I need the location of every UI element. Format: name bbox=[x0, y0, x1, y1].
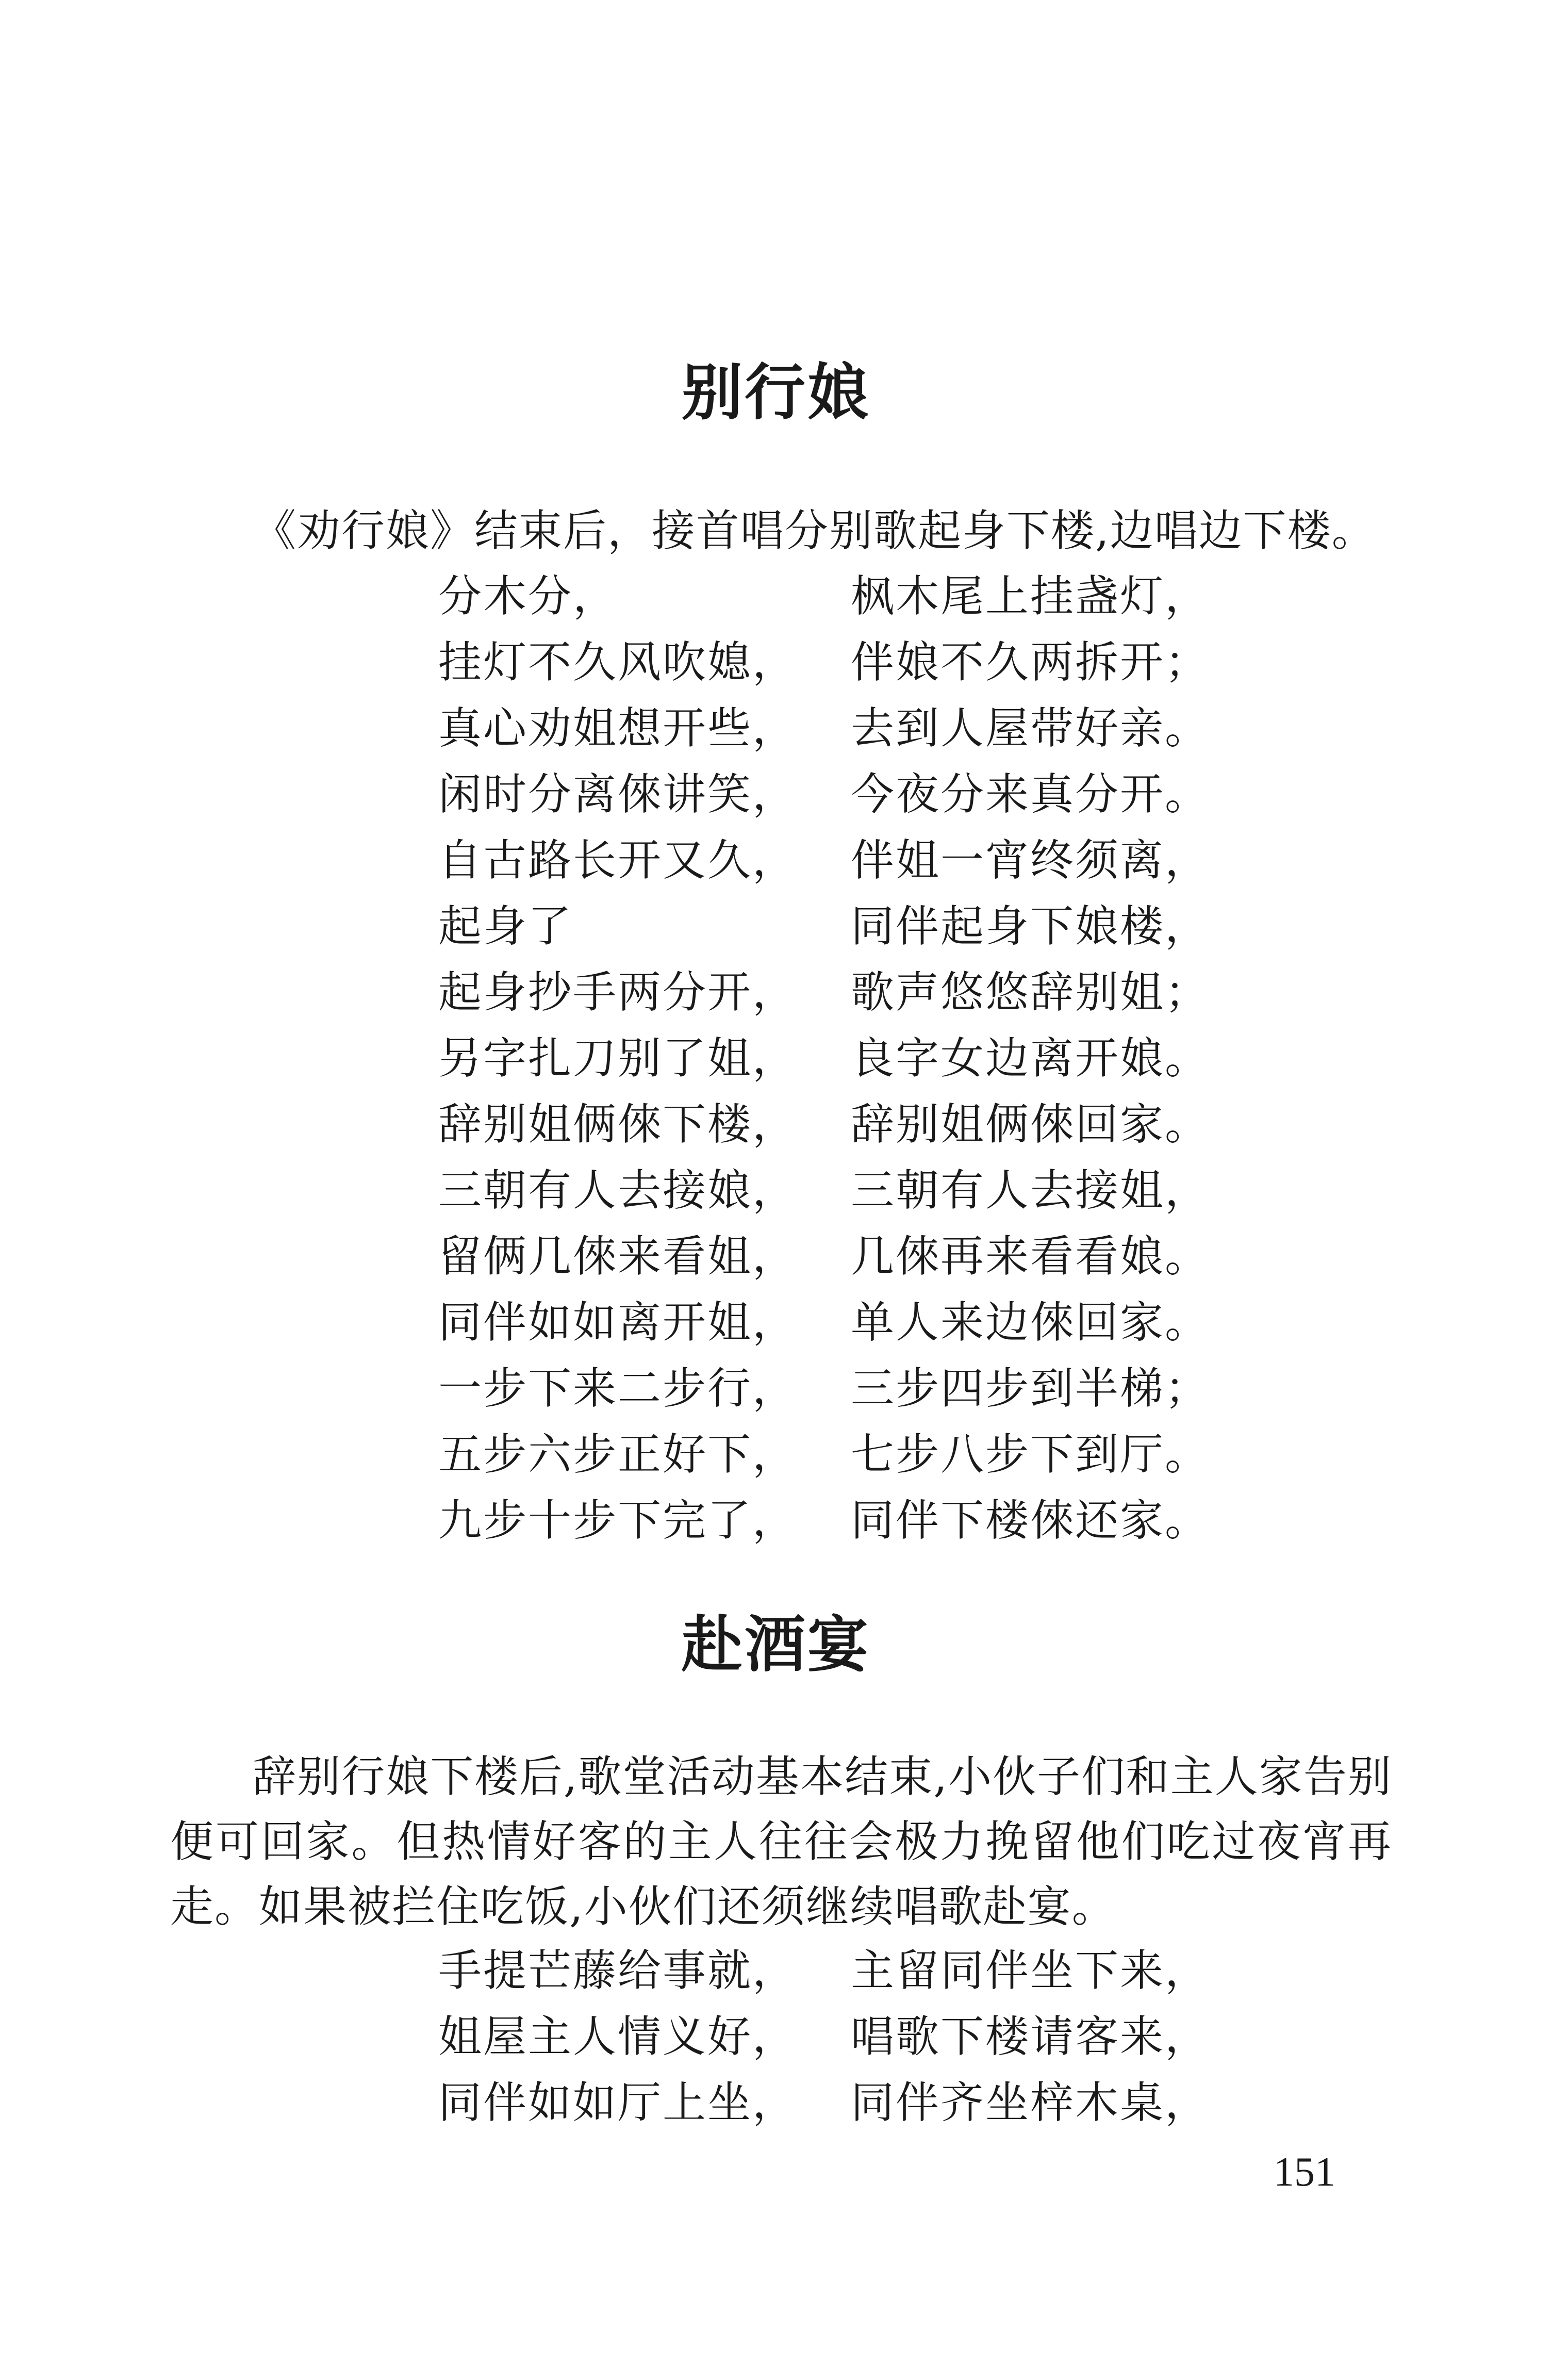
verse-line-left: 另字扎刀别了姐， bbox=[438, 1033, 798, 1084]
verse-line-right: 几倈再来看看娘。 bbox=[851, 1231, 1210, 1282]
verse-line-right: 今夜分来真分开。 bbox=[851, 769, 1210, 819]
verse-line-left: 九步十步下完了， bbox=[438, 1495, 798, 1546]
verse-line-left: 自古路长开又久， bbox=[438, 835, 798, 885]
verse-line-left: 挂灯不久风吹媳， bbox=[438, 637, 798, 687]
verse-row bbox=[438, 761, 1366, 827]
verse-line-left: 同伴如如离开姐， bbox=[438, 1297, 798, 1348]
verse-line-left: 起身抄手两分开， bbox=[438, 967, 798, 1017]
verse-line-left: 真心劝姐想开些， bbox=[438, 703, 798, 753]
verse-row bbox=[438, 695, 1366, 761]
verse-row bbox=[438, 893, 1366, 959]
page-number: 151 bbox=[1274, 2149, 1335, 2195]
verse-row bbox=[438, 1938, 1366, 2004]
verse-line-right: 同伴起身下娘楼， bbox=[851, 901, 1210, 951]
verse-line-left: 闲时分离倈讲笑， bbox=[438, 769, 798, 819]
section-title-fu-jiu-yan: 赴酒宴 bbox=[681, 1609, 870, 1680]
verse-row bbox=[438, 563, 1366, 629]
verse-row bbox=[438, 1289, 1366, 1355]
verse-row bbox=[438, 1355, 1366, 1421]
verse-line-left: 分木分， bbox=[438, 571, 618, 621]
verse-row bbox=[438, 1091, 1366, 1157]
verse-line-right: 枫木尾上挂盏灯， bbox=[851, 571, 1210, 621]
verse-row bbox=[438, 1025, 1366, 1091]
verse-row bbox=[438, 1157, 1366, 1223]
verse-line-left: 姐屋主人情义好， bbox=[438, 2011, 798, 2062]
verse-line-left: 一步下来二步行， bbox=[438, 1363, 798, 1414]
verse-line-right: 伴姐一宵终须离， bbox=[851, 835, 1210, 885]
verse-row bbox=[438, 2004, 1366, 2070]
verse-line-right: 伴娘不久两拆开； bbox=[851, 637, 1210, 687]
verse-line-left: 留俩几倈来看姐， bbox=[438, 1231, 798, 1282]
verse-line-right: 三朝有人去接姐， bbox=[851, 1165, 1210, 1216]
verse-line-right: 三步四步到半梯； bbox=[851, 1363, 1210, 1414]
verse-line-right: 去到人屋带好亲。 bbox=[851, 703, 1210, 753]
section-title-bie-xing-niang: 别行娘 bbox=[681, 357, 870, 428]
verse-line-left: 辞别姐俩倈下楼， bbox=[438, 1099, 798, 1150]
verse-line-right: 单人来边倈回家。 bbox=[851, 1297, 1210, 1348]
verse-line-right: 辞别姐俩倈回家。 bbox=[851, 1099, 1210, 1150]
verse-line-right: 歌声悠悠辞别姐； bbox=[851, 967, 1210, 1017]
verse-line-left: 三朝有人去接娘， bbox=[438, 1165, 798, 1216]
verse-line-right: 唱歌下楼请客来， bbox=[851, 2011, 1210, 2062]
section-intro-1: 《劝行娘》结束后，接首唱分别歌起身下楼,边唱边下楼。 bbox=[253, 505, 1376, 556]
verse-line-right: 同伴齐坐梓木桌， bbox=[851, 2077, 1210, 2128]
verse-line-left: 起身了 bbox=[438, 901, 573, 951]
verse-row bbox=[438, 959, 1366, 1025]
verse-block-2 bbox=[438, 1938, 1366, 2136]
verse-row bbox=[438, 629, 1366, 695]
section-intro-2: 辞别行娘下楼后,歌堂活动基本结束,小伙子们和主人家告别便可回家。但热情好客的主人往往会极力挽留他们吃过夜宵再走。如果被拦住吃饭,小伙们还须继续唱歌赴宴。 bbox=[170, 1751, 1392, 1932]
verse-line-right: 主留同伴坐下来， bbox=[851, 1945, 1210, 1996]
verse-line-right: 良字女边离开娘。 bbox=[851, 1033, 1210, 1084]
verse-row bbox=[438, 1421, 1366, 1487]
verse-block-1 bbox=[438, 563, 1366, 1553]
verse-line-left: 五步六步正好下， bbox=[438, 1429, 798, 1480]
verse-line-right: 七步八步下到厅。 bbox=[851, 1429, 1210, 1480]
verse-row bbox=[438, 1223, 1366, 1289]
verse-row bbox=[438, 827, 1366, 893]
verse-line-left: 同伴如如厅上坐， bbox=[438, 2077, 798, 2128]
verse-row bbox=[438, 2070, 1366, 2136]
verse-line-left: 手提芒藤给事就， bbox=[438, 1945, 798, 1996]
verse-row bbox=[438, 1487, 1366, 1553]
verse-line-right: 同伴下楼倈还家。 bbox=[851, 1495, 1210, 1546]
